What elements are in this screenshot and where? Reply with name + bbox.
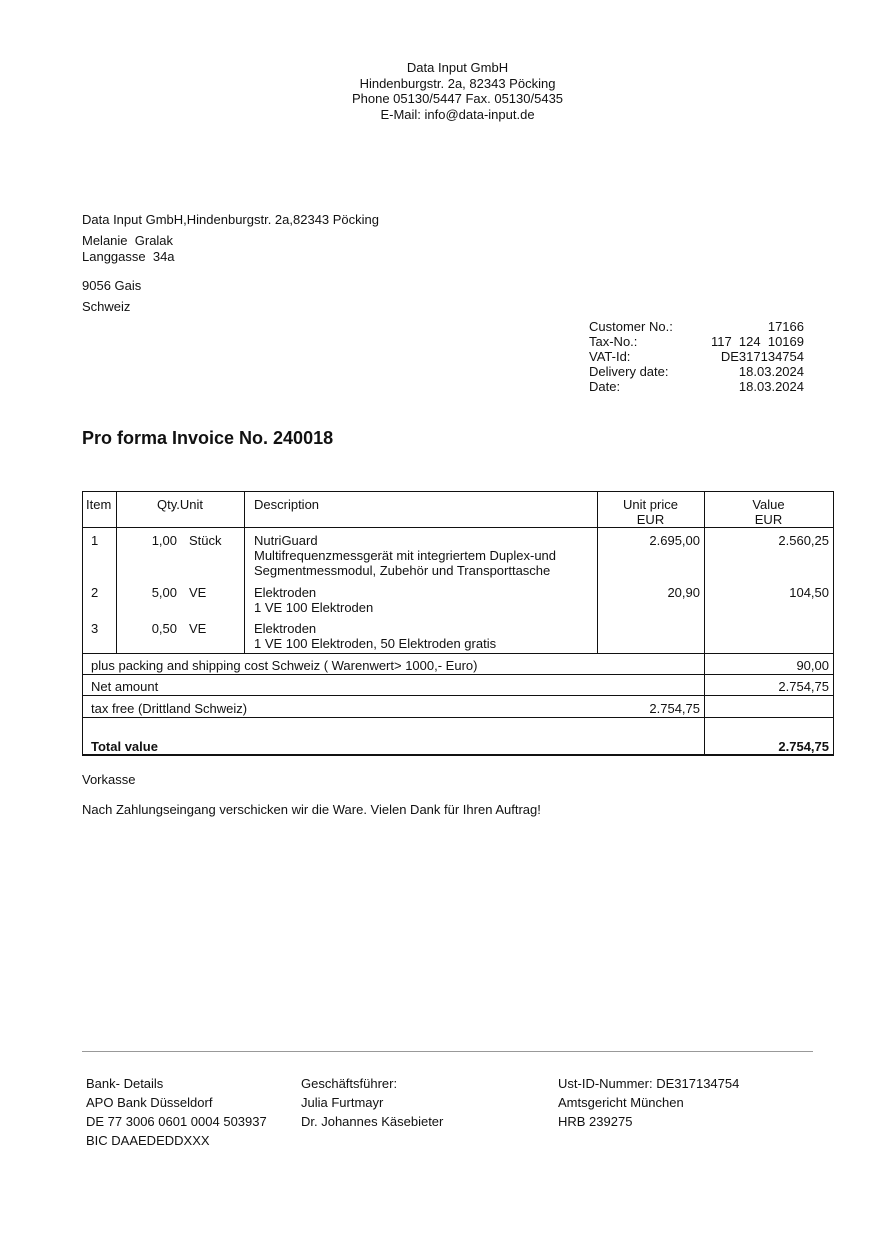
row-qty: 5,00 — [151, 585, 177, 600]
info-row — [589, 379, 804, 394]
info-row — [589, 349, 804, 364]
footer-management-line: Dr. Johannes Käsebieter — [301, 1114, 444, 1129]
info-row — [589, 334, 804, 349]
info-label: Delivery date: — [589, 364, 669, 379]
thank-you-note: Nach Zahlungseingang verschicken wir die Ware. Vielen Dank für Ihren Auftrag! — [82, 802, 541, 817]
footer-bank — [86, 1074, 267, 1150]
company-phone: Phone 05130/5447 Fax. 05130/5435 — [351, 91, 564, 106]
row-desc-line: 1 VE 100 Elektroden — [254, 600, 374, 615]
header-value: Value — [752, 497, 785, 512]
header-unit-price: Unit price — [623, 497, 678, 512]
row-qty: 0,50 — [151, 621, 177, 636]
header-value-currency: EUR — [754, 512, 783, 527]
row-desc-line: Elektroden — [254, 621, 317, 636]
col-divider-qty — [244, 491, 245, 653]
invoice-info — [589, 319, 804, 394]
row-desc-line: Multifrequenzmessgerät mit integriertem Duplex-und — [254, 548, 557, 563]
row-unit: Stück — [189, 533, 222, 548]
footer-divider — [82, 1051, 813, 1052]
row-item: 1 — [91, 533, 99, 548]
header-description: Description — [254, 497, 320, 512]
row-item: 3 — [91, 621, 99, 636]
sender-line: Data Input GmbH,Hindenburgstr. 2a,82343 Pöcking — [82, 212, 380, 227]
header-item: Item — [86, 497, 112, 512]
row-unit: VE — [189, 621, 207, 636]
info-value: DE317134754 — [720, 349, 804, 364]
row-qty: 1,00 — [151, 533, 177, 548]
footer-management-line: Geschäftsführer: — [301, 1076, 398, 1091]
info-value: 18.03.2024 — [738, 379, 804, 394]
table-items-divider — [82, 653, 834, 654]
footer-registry — [558, 1074, 739, 1131]
info-label: VAT-Id: — [589, 349, 631, 364]
footer-bank-line: Bank- Details — [86, 1076, 164, 1091]
row-unit: VE — [189, 585, 207, 600]
company-email: E-Mail: info@data-input.de — [380, 106, 535, 122]
table-tax-divider — [82, 717, 834, 718]
footer-bank-line: DE 77 3006 0601 0004 503937 — [86, 1114, 267, 1129]
header-unit-price-currency: EUR — [636, 512, 665, 527]
recipient-city: 9056 Gais — [82, 278, 142, 293]
row-desc-line: Segmentmessmodul, Zubehör und Transporttasche — [254, 563, 551, 578]
row-desc-line: Elektroden — [254, 585, 317, 600]
net-amount-value: 2.754,75 — [778, 679, 829, 694]
footer-management — [301, 1074, 443, 1131]
info-label: Date: — [589, 379, 621, 394]
company-address: Hindenburgstr. 2a, 82343 Pöcking — [359, 75, 556, 91]
row-unit-price: 20,90 — [667, 585, 700, 600]
total-value: 2.754,75 — [778, 739, 829, 754]
invoice-title: Pro forma Invoice No. 240018 — [82, 428, 334, 448]
shipping-value: 90,00 — [796, 658, 829, 673]
info-row — [589, 364, 804, 379]
net-amount-label: Net amount — [91, 679, 159, 694]
row-item: 2 — [91, 585, 99, 600]
total-label: Total value — [91, 739, 158, 754]
info-row — [589, 319, 804, 334]
row-desc-line: 1 VE 100 Elektroden, 50 Elektroden gratis — [254, 636, 497, 651]
info-value: 17166 — [767, 319, 804, 334]
tax-base-value: 2.754,75 — [649, 701, 700, 716]
col-divider-price — [704, 491, 705, 756]
info-value: 117 124 10169 — [710, 334, 804, 349]
company-name: Data Input GmbH — [406, 60, 509, 75]
footer-bank-line: APO Bank Düsseldorf — [86, 1095, 213, 1110]
row-desc-line: NutriGuard — [254, 533, 318, 548]
info-value: 18.03.2024 — [738, 364, 804, 379]
footer-management-line: Julia Furtmayr — [301, 1095, 384, 1110]
footer-registry-line: HRB 239275 — [558, 1114, 633, 1129]
table-shipping-divider — [82, 674, 834, 675]
shipping-label: plus packing and shipping cost Schweiz ( Warenwert> 1000,- Euro) — [91, 658, 478, 673]
table-net-divider — [82, 695, 834, 696]
footer-registry-line: Ust-ID-Nummer: DE317134754 — [558, 1076, 740, 1091]
table-border-top — [82, 491, 834, 492]
footer-bank-line: BIC DAAEDEDDXXX — [86, 1133, 210, 1148]
recipient-address — [82, 233, 175, 264]
table-border-bottom — [82, 754, 834, 756]
header-qty-unit: Qty.Unit — [157, 497, 203, 512]
table-border-right — [833, 491, 834, 756]
info-label: Tax-No.: — [589, 334, 638, 349]
info-label: Customer No.: — [589, 319, 673, 334]
table-border-left — [82, 491, 83, 756]
payment-note: Vorkasse — [82, 772, 136, 787]
recipient-country: Schweiz — [82, 299, 131, 314]
letterhead — [0, 60, 895, 122]
row-unit-price: 2.695,00 — [649, 533, 700, 548]
invoice-table — [82, 491, 834, 757]
recipient-street: Langgasse 34a — [82, 248, 175, 264]
footer-registry-line: Amtsgericht München — [558, 1095, 684, 1110]
row-value: 2.560,25 — [778, 533, 829, 548]
table-header-divider — [82, 527, 834, 528]
tax-label: tax free (Drittland Schweiz) — [91, 701, 248, 716]
row-value: 104,50 — [789, 585, 829, 600]
recipient-name: Melanie Gralak — [82, 233, 174, 248]
